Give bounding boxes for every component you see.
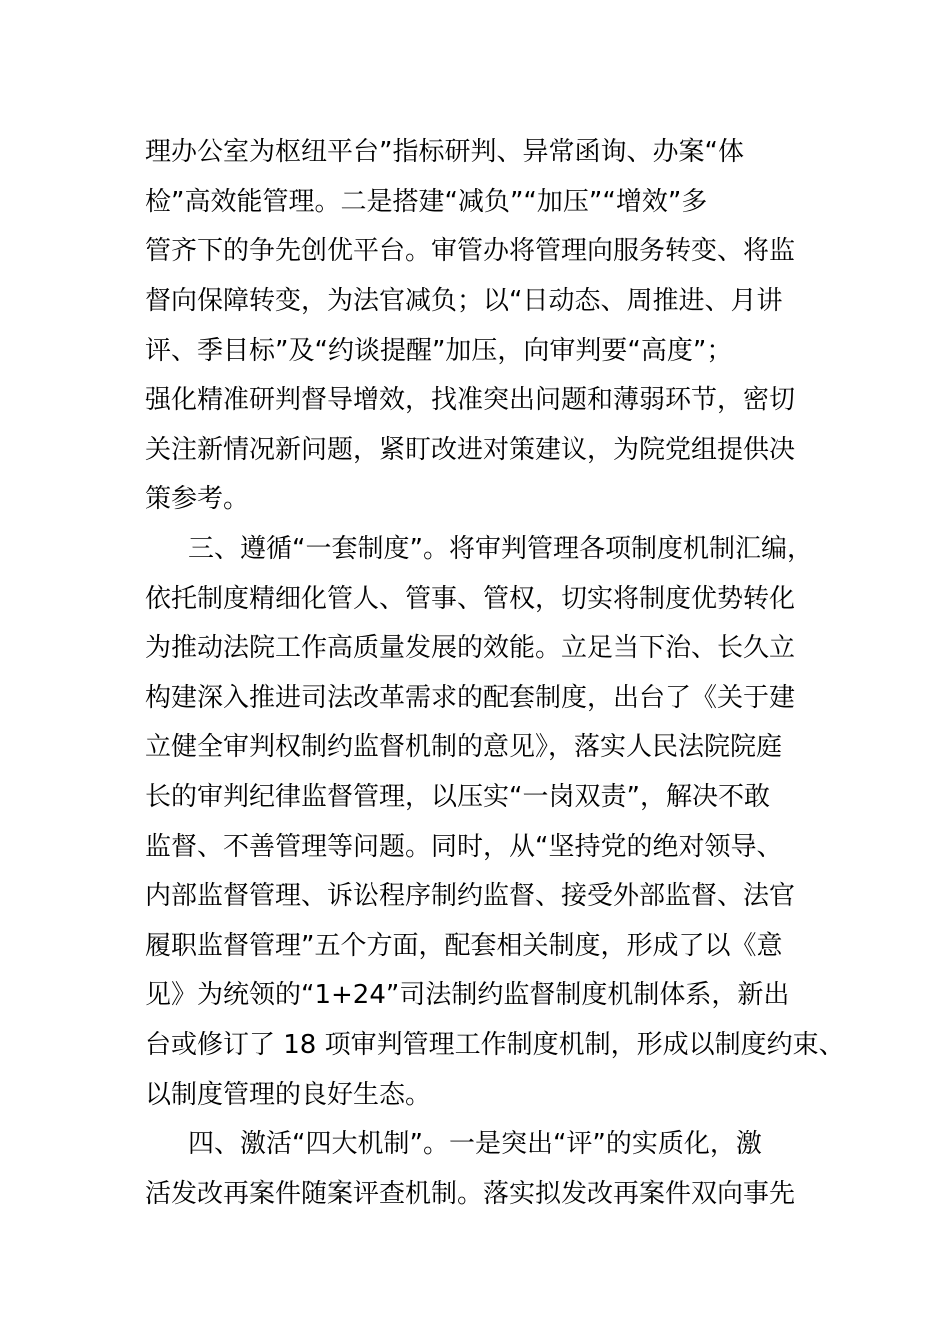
text-line: 为推动法院工作高质量发展的效能。立足当下治、长久立 [145, 633, 796, 663]
text-line: 台或修订了 18 项审判管理工作制度机制，形成以制度约束、 [145, 1030, 845, 1060]
text-line: 强化精准研判督导增效，找准突出问题和薄弱环节，密切 [145, 385, 796, 415]
text-line: 管齐下的争先创优平台。审管办将管理向服务转变、将监 [145, 236, 796, 266]
text-line: 检”高效能管理。二是搭建“减负”“加压”“增效”多 [145, 187, 708, 217]
text-line: 理办公室为枢纽平台”指标研判、异常函询、办案“体 [145, 137, 744, 167]
text-line: 评、季目标”及“约谈提醒”加压，向审判要“高度”； [145, 336, 733, 366]
text-line: 策参考。 [145, 484, 250, 514]
text-line: 监督、不善管理等问题。同时，从“坚持党的绝对领导、 [145, 832, 783, 862]
paragraph-start-line: 四、激活“四大机制”。一是突出“评”的实质化，激 [188, 1129, 762, 1159]
text-line: 长的审判纪律监督管理，以压实“一岗双责”，解决不敢 [145, 782, 770, 812]
text-line: 立健全审判权制约监督机制的意见》，落实人民法院院庭 [145, 732, 783, 762]
text-line: 内部监督管理、诉讼程序制约监督、接受外部监督、法官 [145, 881, 796, 911]
text-line: 以制度管理的良好生态。 [145, 1080, 432, 1110]
text-line: 履职监督管理”五个方面，配套相关制度，形成了以《意 [145, 931, 783, 961]
text-line: 依托制度精细化管人、管事、管权，切实将制度优势转化 [145, 584, 796, 614]
text-line: 督向保障转变，为法官减负；以“日动态、周推进、月讲 [145, 286, 783, 316]
text-line: 活发改再案件随案评查机制。落实拟发改再案件双向事先 [145, 1179, 796, 1209]
text-line: 构建深入推进司法改革需求的配套制度，出台了《关于建 [145, 683, 796, 713]
text-line: 关注新情况新问题，紧盯改进对策建议，为院党组提供决 [145, 435, 796, 465]
paragraph-start-line: 三、遵循“一套制度”。将审判管理各项制度机制汇编， [188, 534, 813, 564]
text-line: 见》为统领的“1+24”司法制约监督制度机制体系，新出 [145, 980, 790, 1010]
